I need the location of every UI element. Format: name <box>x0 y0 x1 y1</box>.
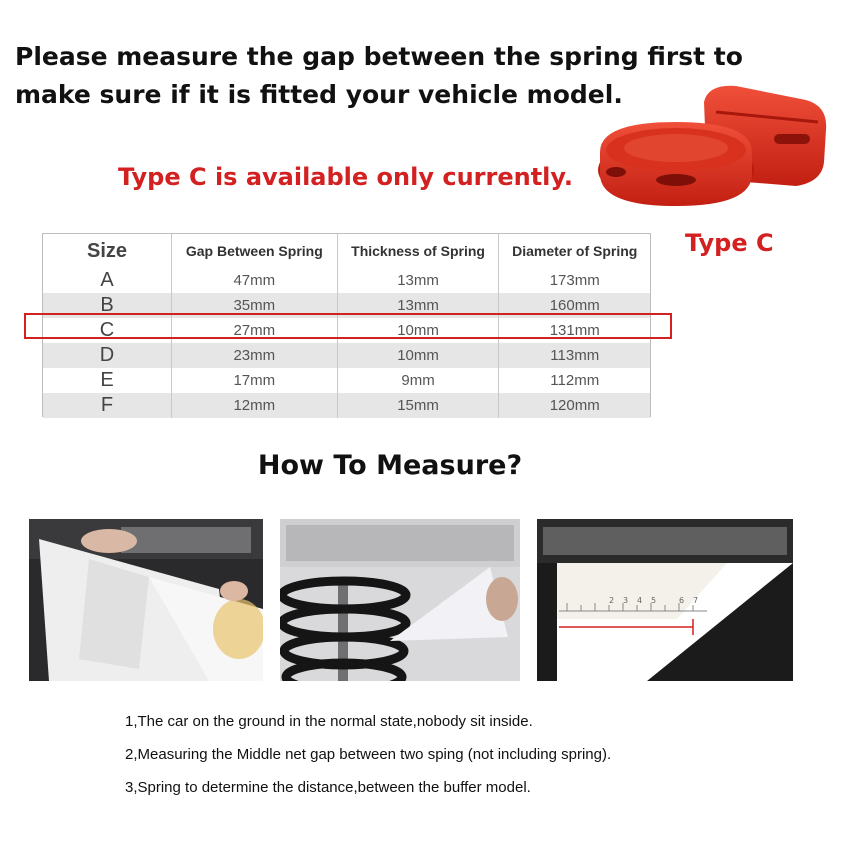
column-header: Size <box>86 239 128 262</box>
measurement-steps <box>125 712 611 811</box>
table-cell: 10mm <box>337 318 499 343</box>
table-row <box>43 268 650 293</box>
table-cell: 17mm <box>172 368 338 393</box>
type-c-highlight-frame <box>24 313 672 339</box>
table-row <box>43 393 650 418</box>
table-cell: F <box>100 394 114 416</box>
ruler-label: 2 <box>609 596 615 605</box>
table-cell: 15mm <box>337 393 499 418</box>
table-cell: 23mm <box>172 343 338 368</box>
table-cell: 35mm <box>172 293 338 318</box>
step-1: 1,The car on the ground in the normal state,nobody sit inside. <box>125 713 533 730</box>
ruler-measurement-photo <box>537 519 793 681</box>
availability-note: Type C is available only currently. <box>118 163 573 191</box>
table-cell: A <box>100 269 114 291</box>
table-row <box>43 343 650 368</box>
column-header: Thickness of Spring <box>337 234 499 268</box>
table-cell: D <box>99 344 115 366</box>
table-row <box>43 368 650 393</box>
table-cell: 13mm <box>337 268 499 293</box>
column-header: Diameter of Spring <box>499 234 650 268</box>
paper-in-spring-photo <box>280 519 520 681</box>
table-cell: B <box>100 294 114 316</box>
table-cell: 173mm <box>499 268 650 293</box>
table-cell: 13mm <box>337 293 499 318</box>
step-2: 2,Measuring the Middle net gap between two sping (not including spring). <box>125 746 612 763</box>
table-cell: E <box>100 369 114 391</box>
table-cell: 47mm <box>172 268 338 293</box>
table-cell: 27mm <box>172 318 338 343</box>
ruler-label: 5 <box>651 596 657 605</box>
ruler-label: 6 <box>679 596 685 605</box>
ruler-label: 7 <box>693 596 699 605</box>
size-table-header <box>43 234 650 268</box>
step-3: 3,Spring to determine the distance,between the buffer model. <box>125 779 531 796</box>
paper-folding-photo <box>29 519 263 681</box>
table-cell: 9mm <box>337 368 499 393</box>
how-to-measure-title: How To Measure? <box>257 450 523 481</box>
table-cell: 131mm <box>499 318 650 343</box>
type-c-label: Type C <box>685 229 774 257</box>
table-cell: 120mm <box>499 393 650 418</box>
ruler-label: 4 <box>637 596 643 605</box>
table-cell: 113mm <box>499 343 650 368</box>
table-cell: 10mm <box>337 343 499 368</box>
ruler-label: 3 <box>623 596 629 605</box>
table-cell: C <box>99 319 115 341</box>
table-cell: 12mm <box>172 393 338 418</box>
measure-instruction: Please measure the gap between the spring first to make sure if it is fitted your vehicle model. <box>15 42 743 109</box>
spring-buffer-product-image <box>596 82 832 218</box>
table-cell: 112mm <box>499 368 650 393</box>
table-cell: 160mm <box>499 293 650 318</box>
column-header: Gap Between Spring <box>172 234 338 268</box>
